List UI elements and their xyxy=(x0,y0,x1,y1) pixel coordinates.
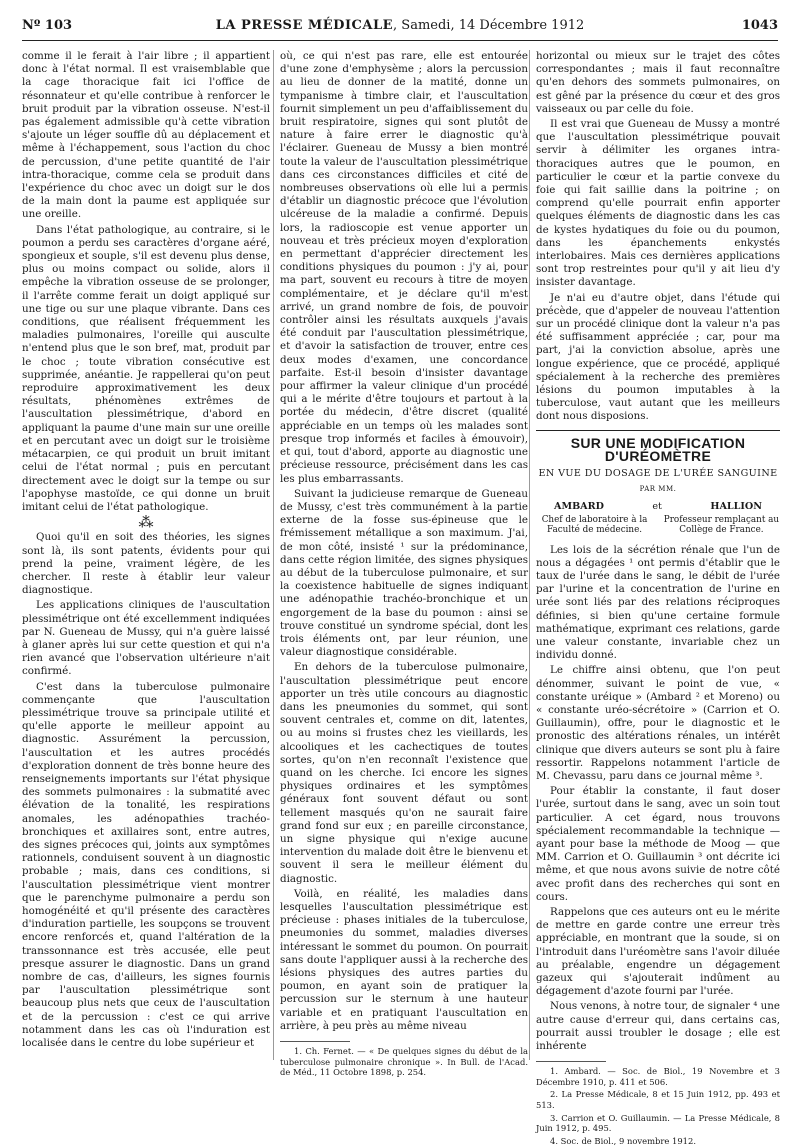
footnote: 3. Carrion et O. Guillaumin. — La Presse Médicale, 8 Juin 1912, p. 495. xyxy=(536,1112,780,1134)
paragraph: Je n'ai eu d'autre objet, dans l'étude qui précède, que d'appeler de nouveau l'attention sur un procédé clinique dont la valeur n'a pas été suffisamment appréciée ; car, pour ma part, j'ai la conviction absolue, après une longue expérience, que ce procédé, appliqué spécialement à la recherche des premières lésions du poumon imputables à la tuberculose, vaut autant que les meilleurs dont nous disposions. xyxy=(536,291,780,423)
paragraph: Voilà, en réalité, les maladies dans lesquelles l'auscultation plessimétrique est précieuse : phases initiales de la tuberculose, pneumonies du sommet, maladies diverses intéressant le sommet du poumon. On pourrait sans doute l'appliquer aussi à la recherche des lésions physiques des autres parties du poumon, en ayant soin de pratiquer la percussion sur le sternum à une hauteur variable et en pratiquant l'auscultation en arrière, à peu près au même niveau xyxy=(280,887,528,1032)
running-title xyxy=(22,18,778,33)
footnote-rule xyxy=(280,1041,350,1042)
affiliation: Professeur remplaçant au Collège de France. xyxy=(663,514,780,536)
paragraph: Suivant la judicieuse remarque de Gueneau de Mussy, c'est très communément à la partie externe de la fosse sus-épineuse que le frémissement métallique a son maximum. J'ai, de mon côté, insisté ¹ sur la prédominance, dans cette région limitée, des signes physiques au début de la tuberculose pulmonaire, et sur la coexistence habituelle de signes indiquant une adénopathie trachéo-bronchique et un engorgement de la base du poumon : ainsi se trouve constitué un syndrome spécial, dont les trois éléments ont, par leur réunion, une valeur diagnostique considérable. xyxy=(280,487,528,659)
footnote: 2. La Presse Médicale, 8 et 15 Juin 1912, pp. 493 et 513. xyxy=(536,1089,780,1111)
paragraph: Rappelons que ces auteurs ont eu le mérite de mettre en garde contre une erreur très appréciable, en montrant que la soude, si on l'introduit dans l'uréomètre sans l'avoir diluée au préalable, engendre un dégagement gazeux qui s'ajouterait indûment au dégagement d'azote fourni par l'urée. xyxy=(536,906,780,998)
page-header xyxy=(22,10,778,41)
affiliation: Chef de laboratoire à la Faculté de médecine. xyxy=(541,514,648,536)
footnote: 1. Ambard. — Soc. de Biol., 19 Novembre et 3 Décembre 1910, p. 411 et 506. xyxy=(536,1066,780,1087)
paragraph: comme il le ferait à l'air libre ; il appartient donc à l'état normal. Il est vraisemblable que la cage thoracique fait ici l'office de résonnateur et qu'elle contribue à renforcer le bruit produit par la vibration osseuse. N'est-il pas également admissible qu'à cette vibration s'ajoute un léger souffle dû au déplacement et même à l'échappement, sous l'action du choc de percussion, d'une petite quantité de l'air intra-thoracique, comme cela se produit dans l'expérience du choc avec un doigt sur le dos de la main dont la paume est appliquée sur une oreille. xyxy=(22,50,270,221)
page-number: 1043 xyxy=(741,18,778,33)
paragraph: Les applications cliniques de l'auscultation plessimétrique ont été excellemment indiquées par N. Gueneau de Mussy, qui n'a guère laissé à glaner après lui sur cette question et qui n'a rien avancé que l'observation ultérieure n'ait confirmé. xyxy=(22,599,270,678)
footnote: 4. Soc. de Biol., 9 novembre 1912. xyxy=(550,1135,696,1146)
paragraph: Les lois de la sécrétion rénale que l'un de nous a dégagées ¹ ont permis d'établir que le taux de l'urée dans le sang, le débit de l'urée par l'urine et la concentration de l'urine en urée sont liés par des relations réciproques définies, si bien qu'une certaine formule mathématique, exprimant ces relations, garde une valeur constante, invariable chez un individu donné. xyxy=(536,543,780,662)
column-divider xyxy=(529,50,530,1060)
issue-date: , Samedi, 14 Décembre 1912 xyxy=(393,18,585,33)
paragraph: Le chiffre ainsi obtenu, que l'on peut dénommer, suivant le point de vue, « constante uréique » (Ambard ² et Moreno) ou « constante uréo-sécrétoire » (Carrion et O. Guillaumin), offre, pour le diagnostic et le pronostic des altérations rénales, un intérêt clinique que divers auteurs se sont plu à faire ressortir. Rappelons notamment l'article de M. Chevassu, paru dans ce journal même ³. xyxy=(536,664,780,782)
column-1 xyxy=(22,50,270,1060)
author-name: HALLION xyxy=(710,500,762,512)
authors xyxy=(536,500,780,513)
journal-name: LA PRESSE MÉDICALE xyxy=(215,18,394,33)
article-title: SUR UNE MODIFICATION D'URÉOMÈTRE xyxy=(570,434,746,464)
article-subtitle: EN VUE DU DOSAGE DE L'URÉE SANGUINE xyxy=(538,468,778,480)
asterism-separator: ⁂ xyxy=(138,513,154,532)
footnote-rule xyxy=(536,1061,606,1062)
paragraph: Nous venons, à notre tour, de signaler ⁴ une autre cause d'erreur qui, dans certains cas, pourrait aussi troubler le dosage ; elle est inhérente xyxy=(536,1000,780,1053)
column-divider xyxy=(273,50,274,1060)
paragraph: Quoi qu'il en soit des théories, les signes sont là, ils sont patents, évidents pour qui prend la peine, vraiment légère, de les chercher. Il reste à établir leur valeur diagnostique. xyxy=(22,531,270,597)
column-2 xyxy=(280,50,528,1078)
paragraph: Pour établir la constante, il faut doser l'urée, surtout dans le sang, avec un soin tout particulier. A cet égard, nous trouvons spécialement recommandable la technique — ayant pour base la méthode de Moog — que MM. Carrion et O. Guillaumin ³ ont décrite ici même, et que nous avons suivie de notre côté avec profit dans des recherches qui sont en cours. xyxy=(536,785,780,903)
byline-prefix: PAR MM. xyxy=(639,485,677,494)
issue-number: Nº 103 xyxy=(22,18,73,33)
paragraph: où, ce qui n'est pas rare, elle est entourée d'une zone d'emphysème ; alors la percussion au lieu de donner de la matité, donne un tympanisme à timbre clair, et l'auscultation fournit simplement un peu d'affaiblissement du bruit respiratoire, signes qui sont plutôt de nature à faire errer le diagnostic qu'à l'éclairer. Gueneau de Mussy a bien montré toute la valeur de l'auscultation plessimétrique dans ces circonstances difficiles et cité de nombreuses observations où elle lui a permis d'établir un diagnostic précoce que l'évolution ulcéreuse de la maladie a confirmé. Depuis lors, la radioscopie est venue apporter un nouveau et très précieux moyen d'exploration en permettant d'apprécier directement les conditions physiques du poumon : j'y ai, pour ma part, souvent eu recours à titre de moyen complémentaire, et je déclare qu'il m'est arrivé, un grand nombre de fois, de pouvoir contrôler ainsi les résultats auxquels j'avais été conduit par l'auscultation plessimétrique, et d'avoir la satisfaction de trouver, entre ces deux modes d'examen, une concordance parfaite. Est-il besoin d'insister davantage pour affirmer la valeur clinique d'un procédé qui a le mérite d'être toujours et partout à la portée du médecin, d'être discret (qualité appréciable en un temps où les malades sont presque trop informés et faciles à émouvoir), et qui, tout d'abord, apporte au diagnostic une précieuse ressource, précisément dans les cas les plus embarrassants. xyxy=(280,50,528,485)
paragraph: Dans l'état pathologique, au contraire, si le poumon a perdu ses caractères d'organe aéré, spongieux et souple, s'il est devenu plus dense, plus ou moins compact ou solide, alors il empêche la vibration osseuse de se prolonger, il l'arrête comme ferait un doigt appliqué sur une tige ou sur une plaque vibrante. Dans ces conditions, que réalisent fréquemment les maladies pulmonaires, l'oreille qui ausculte n'entend plus que le son bref, mat, produit par le choc ; toute vibration consécutive est supprimée, anéantie. Je rappellerai qu'on peut reproduire approximativement les deux résultats, phénomènes extrêmes de l'auscultation plessimétrique, d'abord en appliquant la paume d'une main sur une oreille et en percutant avec un doigt sur le troisième métacarpien, ce qui produit un bruit imitant celui de l'état normal ; puis en percutant directement avec le doigt sur la tempe ou sur l'apophyse mastoïde, ce qui donne un bruit imitant celui de l'état pathologique. xyxy=(22,223,270,513)
paragraph: Il est vrai que Gueneau de Mussy a montré que l'auscultation plessimétrique pouvait servir à délimiter les organes intra-thoraciques autres que le poumon, en particulier le cœur et la partie convexe du foie qui fait saillie dans la poitrine ; on comprend qu'elle pourrait enfin apporter quelques éléments de diagnostic dans les cas de kystes hydatiques du foie ou du poumon, dans les épanchements enkystés interlobaires. Mais ces dernières applications sont trop restreintes pour qu'il y ait lieu d'y insister davantage. xyxy=(536,118,780,289)
author-conjunction: et xyxy=(652,500,662,512)
paragraph: horizontal ou mieux sur le trajet des côtes correspondantes ; mais il faut reconnaître qu'en dehors des sommets pulmonaires, on est gêné par la présence du cœur et des gros vaisseaux ou par celle du foie. xyxy=(536,50,780,115)
article-separator xyxy=(536,430,780,431)
paragraph: C'est dans la tuberculose pulmonaire commençante que l'auscultation plessimétrique trouve sa principale utilité et qu'elle apporte le meilleur appoint au diagnostic. Assurément la percussion, l'auscultation et les autres procédés d'exploration donnent de très bonne heure des renseignements importants sur l'état physique des sommets pulmonaires : la submatité avec élévation de la tonalité, les respirations anomales, les adénopathies trachéo-bronchiques et axillaires sont, entre autres, des signes précoces qui, joints aux symptômes rationnels, conduisent souvent à un diagnostic probable ; mais, dans ces conditions, si l'auscultation plessimétrique vient montrer que le parenchyme pulmonaire a perdu son homogénéité et qu'il présente des caractères d'induration partielle, les soupçons se trouvent encore renforcés et, quand l'altération de la transsonnance est très accusée, elle peut presque assurer le diagnostic. Dans un grand nombre de cas, d'ailleurs, les signes fournis par l'auscultation plessimétrique sont beaucoup plus nets que ceux de l'auscultation et de la percussion : c'est ce qui arrive notamment dans les cas où l'induration est localisée dans le centre du lobe supérieur et xyxy=(22,680,270,1050)
affiliations xyxy=(536,515,780,536)
paragraph: En dehors de la tuberculose pulmonaire, l'auscultation plessimétrique peut encore apporter un très utile concours au diagnostic dans les pneumonies du sommet, qui sont souvent centrales et, comme on dit, latentes, ou au moins si frustes chez les vieillards, les alcooliques et les cachectiques de toutes sortes, qu'on n'en reconnaît l'existence que quand on les cherche. Ici encore les signes physiques ordinaires et les symptômes généraux font souvent défaut ou sont tellement masqués qu'on ne saurait faire grand fond sur eux ; en pareille circonstance, un signe physique qui n'exige aucune intervention du malade doit être le bienvenu et souvent il sera le meilleur élément du diagnostic. xyxy=(280,661,528,885)
column-3 xyxy=(536,50,780,1146)
author-name: AMBARD xyxy=(554,500,604,512)
footnote: 1. Ch. Fernet. — « De quelques signes du début de la tuberculose pulmonaire chronique ». In Bull. de l'Acad. de Méd., 11 Octobre 1898, p. 254. xyxy=(280,1046,528,1078)
